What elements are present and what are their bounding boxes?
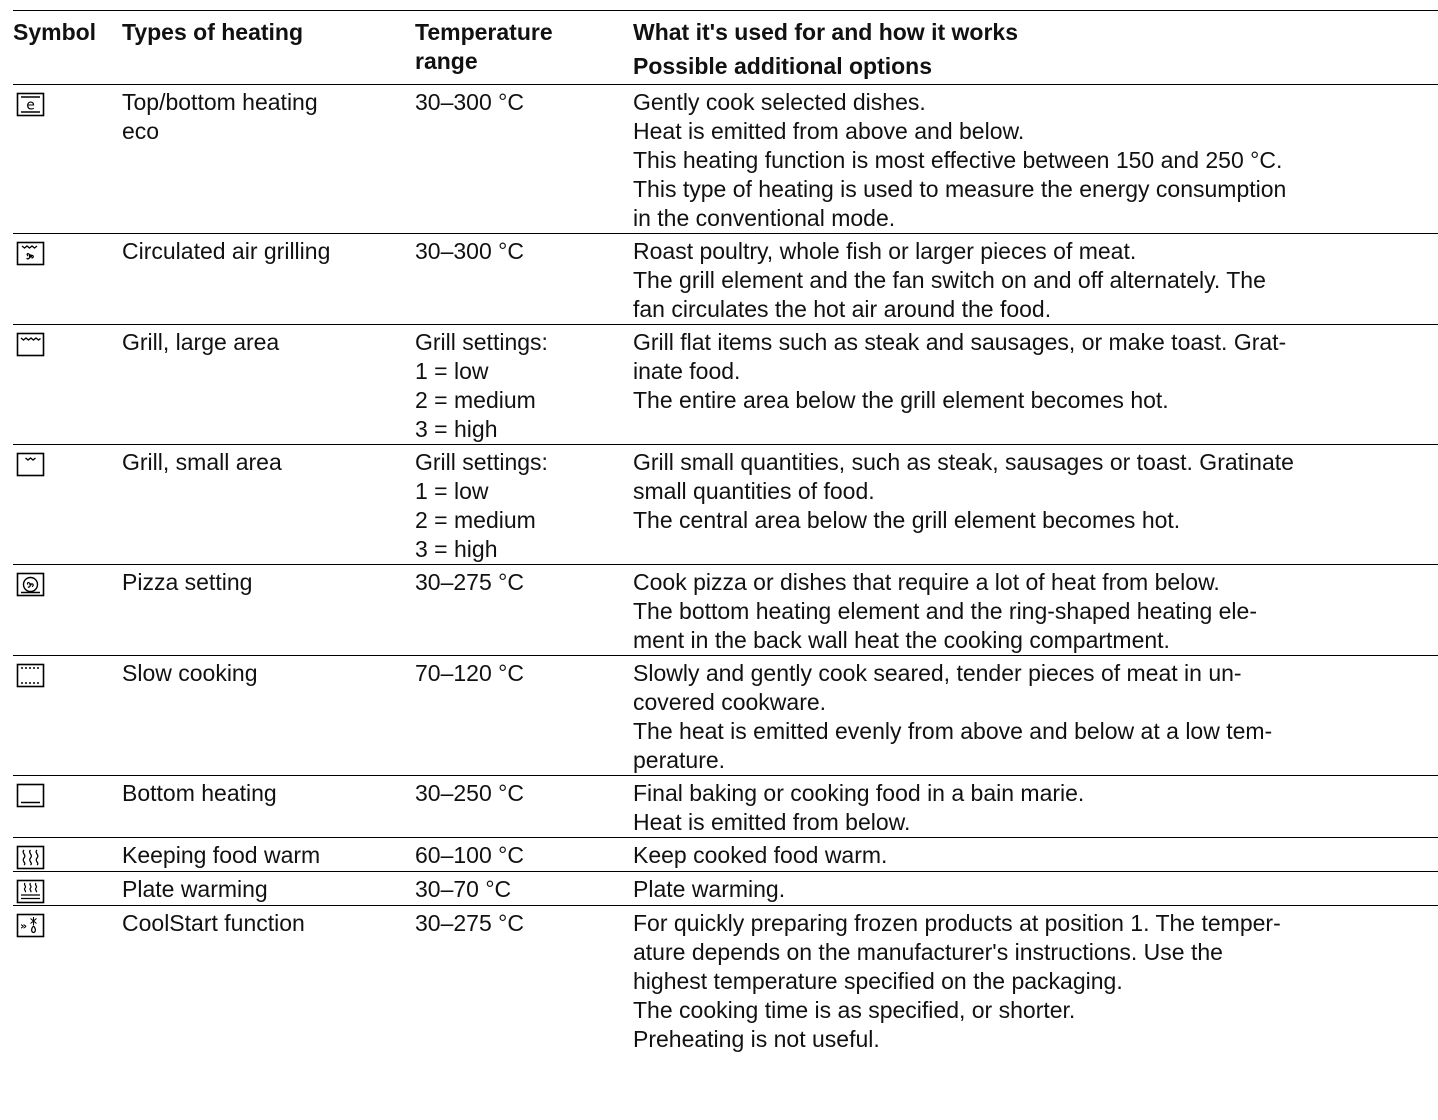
svg-text:e: e: [26, 97, 35, 114]
description-cell: [625, 325, 1438, 445]
description-cell-line: Roast poultry, whole fish or larger pieces of meat.: [633, 238, 1137, 264]
symbol-cell: [13, 234, 117, 325]
description-cell-line: Grill small quantities, such as steak, sausages or toast. Gratinate: [633, 449, 1294, 475]
heating-type-cell-line: Slow cooking: [122, 660, 258, 686]
temperature-cell-line: 1 = low: [415, 358, 489, 384]
temperature-cell: [405, 906, 625, 1055]
table-row: [13, 906, 1438, 1055]
table-row: [13, 234, 1438, 325]
grill-large-icon: [16, 332, 46, 358]
description-cell-line: Heat is emitted from above and below.: [633, 118, 1025, 144]
description-cell-line: Grill flat items such as steak and sausages, or make toast. Grat-: [633, 329, 1287, 355]
description-cell-line: For quickly preparing frozen products at position 1. The temper-: [633, 910, 1281, 936]
plate-warming-icon: [16, 879, 46, 905]
description-cell-line: The cooking time is as specified, or shorter.: [633, 997, 1076, 1023]
temperature-cell-line: 2 = medium: [415, 387, 536, 413]
table-row: [13, 445, 1438, 565]
table-row: [13, 776, 1438, 838]
description-cell-line: inate food.: [633, 358, 741, 384]
svg-text:»: »: [20, 919, 28, 933]
description-cell: [625, 565, 1438, 656]
heating-type-cell: [117, 838, 405, 872]
description-cell-line: Cook pizza or dishes that require a lot of heat from below.: [633, 569, 1220, 595]
temperature-cell: [405, 872, 625, 906]
temperature-cell: [405, 85, 625, 234]
symbol-cell: [13, 445, 117, 565]
circulated-air-grill-icon: [16, 241, 46, 267]
description-cell-line: in the conventional mode.: [633, 205, 896, 231]
heating-type-cell-line: Top/bottom heating: [122, 89, 318, 115]
description-cell-line: The grill element and the fan switch on and off alternately. The: [633, 267, 1266, 293]
description-cell-line: The central area below the grill element becomes hot.: [633, 507, 1181, 533]
heating-type-cell-line: Bottom heating: [122, 780, 277, 806]
top-bottom-eco-icon: [16, 92, 46, 118]
keep-warm-icon: [16, 845, 46, 871]
heating-type-cell: [117, 656, 405, 776]
temperature-cell-line: 30–250 °C: [415, 780, 524, 806]
description-cell-line: Keep cooked food warm.: [633, 842, 888, 868]
heating-type-cell-line: Keeping food warm: [122, 842, 321, 868]
symbol-cell: [13, 656, 117, 776]
heating-type-cell-line: Plate warming: [122, 876, 268, 902]
heating-type-cell-line: Pizza setting: [122, 569, 253, 595]
symbol-cell: [13, 838, 117, 872]
temperature-cell-line: 70–120 °C: [415, 660, 524, 686]
description-cell-line: perature.: [633, 747, 726, 773]
heating-type-cell-line: Grill, large area: [122, 329, 280, 355]
table-row: [13, 325, 1438, 445]
table-row: [13, 565, 1438, 656]
symbol-cell: [13, 85, 117, 234]
table-row: [13, 656, 1438, 776]
heating-type-cell: [117, 234, 405, 325]
temperature-cell-line: Grill settings:: [415, 329, 548, 355]
header-symbol: Symbol: [13, 19, 97, 45]
heating-type-cell: [117, 565, 405, 656]
heating-type-cell-line: CoolStart function: [122, 910, 305, 936]
temperature-cell: [405, 776, 625, 838]
heating-type-cell: [117, 325, 405, 445]
coolstart-icon: [16, 913, 46, 939]
temperature-cell-line: 30–275 °C: [415, 910, 524, 936]
description-cell: [625, 838, 1438, 872]
pizza-setting-icon: [16, 572, 46, 598]
header-temperature-line: range: [415, 48, 478, 74]
table-row: [13, 85, 1438, 234]
header-description: [625, 11, 1438, 85]
heating-type-cell: [117, 85, 405, 234]
heating-type-cell: [117, 872, 405, 906]
heating-types-table: [13, 10, 1438, 1054]
temperature-cell-line: 30–300 °C: [415, 238, 524, 264]
heating-type-cell: [117, 906, 405, 1055]
symbol-cell: [13, 776, 117, 838]
description-cell: [625, 85, 1438, 234]
heating-type-cell: [117, 445, 405, 565]
temperature-cell-line: 60–100 °C: [415, 842, 524, 868]
description-cell-line: ature depends on the manufacturer's instructions. Use the: [633, 939, 1223, 965]
symbol-cell: [13, 565, 117, 656]
temperature-cell: [405, 445, 625, 565]
heating-type-cell-line: Grill, small area: [122, 449, 282, 475]
description-cell: [625, 872, 1438, 906]
description-cell: [625, 445, 1438, 565]
description-cell-line: This type of heating is used to measure the energy consumption: [633, 176, 1287, 202]
description-cell-line: The entire area below the grill element becomes hot.: [633, 387, 1169, 413]
table-header-row: [13, 11, 1438, 85]
description-cell-line: This heating function is most effective between 150 and 250 °C.: [633, 147, 1283, 173]
grill-small-icon: [16, 452, 46, 478]
temperature-cell-line: 2 = medium: [415, 507, 536, 533]
header-options: Possible additional options: [633, 53, 933, 79]
description-cell-line: fan circulates the hot air around the food.: [633, 296, 1052, 322]
description-cell-line: Plate warming.: [633, 876, 786, 902]
temperature-cell-line: 30–70 °C: [415, 876, 512, 902]
temperature-cell-line: Grill settings:: [415, 449, 548, 475]
description-cell-line: ment in the back wall heat the cooking compartment.: [633, 627, 1170, 653]
temperature-cell-line: 3 = high: [415, 416, 498, 442]
table-row: [13, 838, 1438, 872]
description-cell-line: Heat is emitted from below.: [633, 809, 911, 835]
description-cell: [625, 656, 1438, 776]
symbol-cell: [13, 906, 117, 1055]
temperature-cell: [405, 325, 625, 445]
description-cell: [625, 776, 1438, 838]
heating-type-cell: [117, 776, 405, 838]
temperature-cell-line: 1 = low: [415, 478, 489, 504]
temperature-cell-line: 30–300 °C: [415, 89, 524, 115]
description-cell-line: Final baking or cooking food in a bain marie.: [633, 780, 1085, 806]
description-cell-line: Gently cook selected dishes.: [633, 89, 926, 115]
header-temperature: [405, 11, 625, 85]
symbol-cell: [13, 872, 117, 906]
description-cell: [625, 906, 1438, 1055]
header-usage: What it's used for and how it works: [633, 19, 1018, 45]
heating-type-cell-line: Circulated air grilling: [122, 238, 331, 264]
description-cell-line: highest temperature specified on the packaging.: [633, 968, 1123, 994]
temperature-cell: [405, 234, 625, 325]
description-cell-line: small quantities of food.: [633, 478, 875, 504]
header-temperature-line: Temperature: [415, 19, 553, 45]
temperature-cell-line: 30–275 °C: [415, 569, 524, 595]
temperature-cell-line: 3 = high: [415, 536, 498, 562]
heating-type-cell-line: eco: [122, 118, 160, 144]
slow-cooking-icon: [16, 663, 46, 689]
temperature-cell: [405, 838, 625, 872]
temperature-cell: [405, 656, 625, 776]
description-cell-line: Slowly and gently cook seared, tender pieces of meat in un-: [633, 660, 1242, 686]
symbol-cell: [13, 325, 117, 445]
bottom-heating-icon: [16, 783, 46, 809]
description-cell-line: The bottom heating element and the ring-shaped heating ele-: [633, 598, 1257, 624]
temperature-cell: [405, 565, 625, 656]
description-cell: [625, 234, 1438, 325]
table-row: [13, 872, 1438, 906]
header-type: Types of heating: [122, 19, 304, 45]
description-cell-line: Preheating is not useful.: [633, 1026, 880, 1052]
description-cell-line: covered cookware.: [633, 689, 827, 715]
description-cell-line: The heat is emitted evenly from above and below at a low tem-: [633, 718, 1273, 744]
